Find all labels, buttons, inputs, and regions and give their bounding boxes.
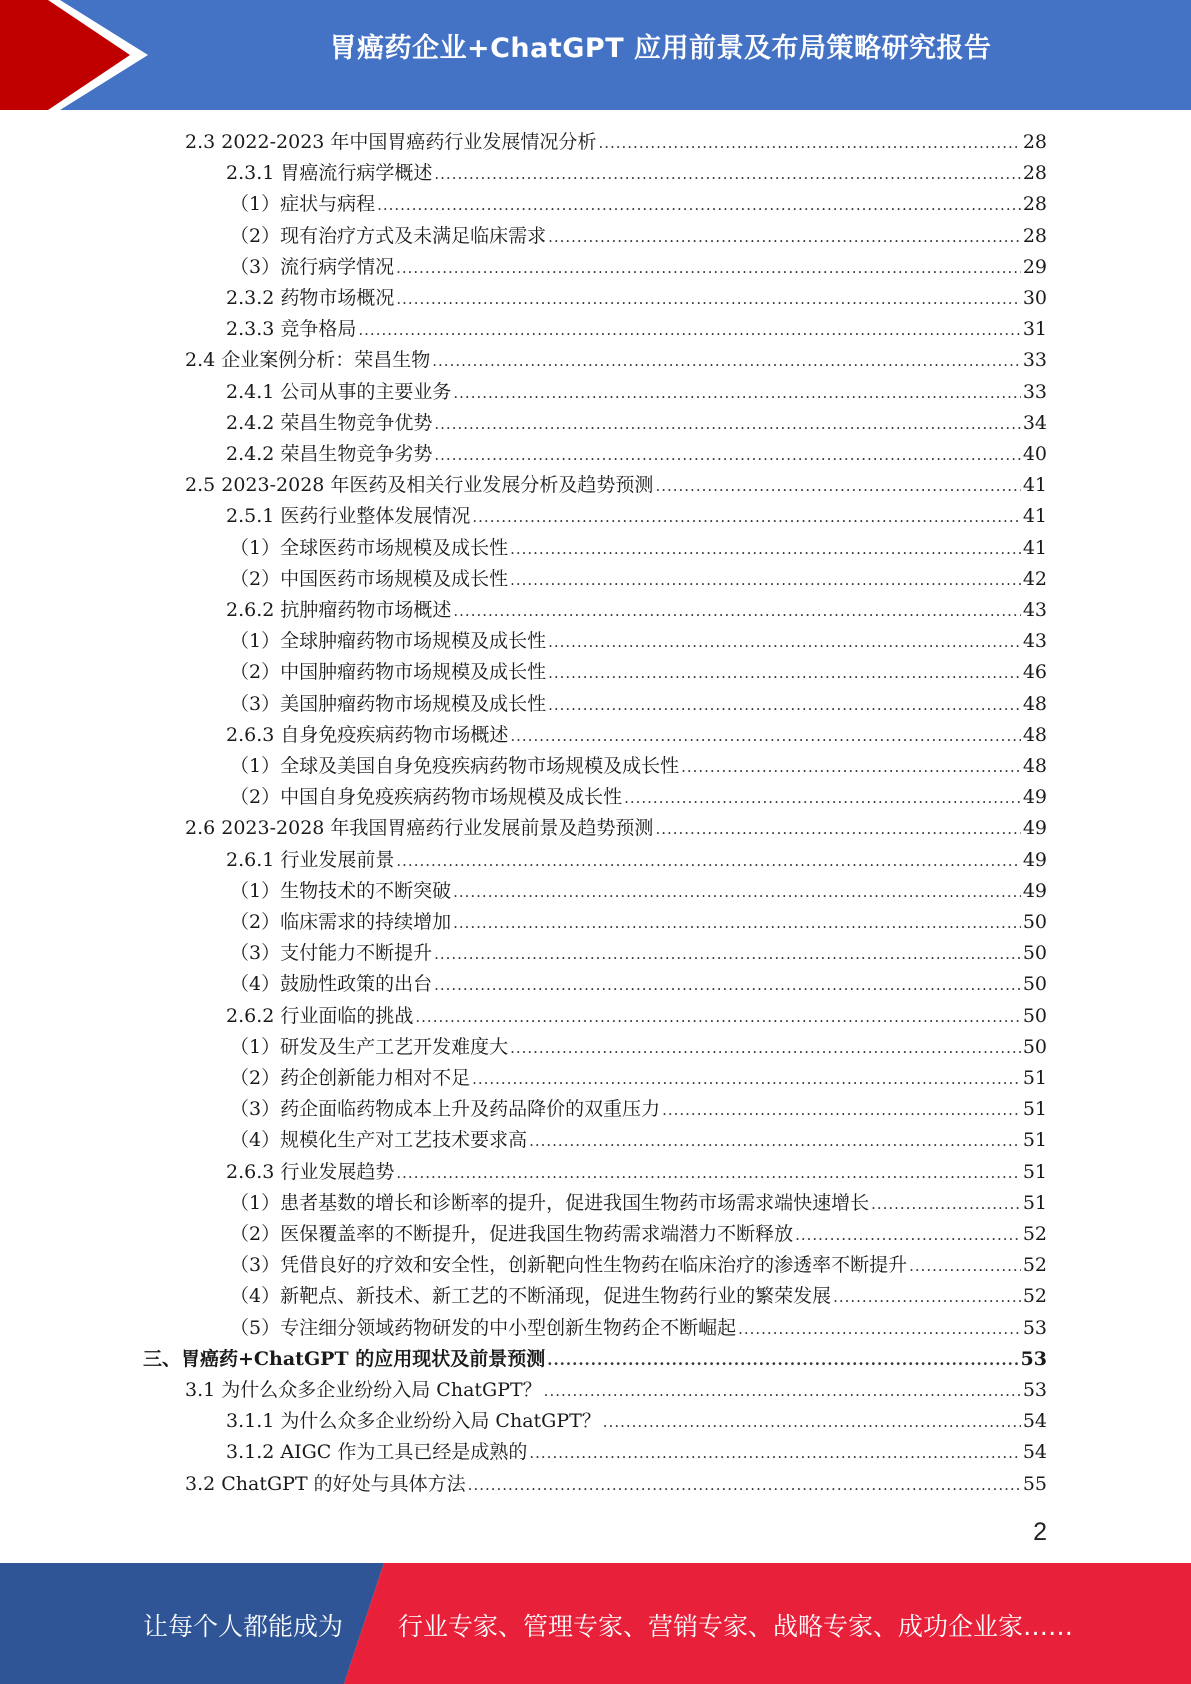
toc-entry-page: 29 (1022, 255, 1047, 278)
toc-entry-page: 54 (1022, 1410, 1047, 1433)
toc-dot-leader (598, 128, 1020, 159)
toc-entry-page: 54 (1022, 1441, 1047, 1464)
toc-entry[interactable] (226, 845, 1047, 876)
toc-dot-leader (396, 253, 1021, 284)
toc-entry[interactable] (230, 1281, 1047, 1312)
toc-entry[interactable] (230, 1063, 1047, 1094)
toc-entry[interactable] (185, 345, 1047, 376)
toc-dot-leader (377, 190, 1021, 221)
toc-entry[interactable] (230, 751, 1047, 782)
toc-entry-page: 49 (1022, 817, 1047, 840)
toc-entry-page: 50 (1022, 973, 1047, 996)
toc-entry-label: （1）症状与病程 (230, 193, 376, 216)
toc-entry[interactable] (230, 626, 1047, 657)
toc-entry-label: （2）临床需求的持续增加 (230, 911, 452, 933)
toc-dot-leader (909, 1251, 1021, 1282)
toc-entry-label: （1）生物技术的不断突破 (230, 879, 452, 902)
toc-entry-label: （2）中国肿瘤药物市场规模及成长性 (230, 661, 547, 684)
toc-entry[interactable] (230, 221, 1047, 252)
toc-dot-leader (434, 440, 1020, 471)
toc-entry-page: 53 (1022, 1316, 1047, 1339)
toc-dot-leader (624, 783, 1021, 814)
toc-dot-leader (510, 1033, 1021, 1064)
toc-dot-leader (434, 159, 1020, 190)
toc-entry[interactable] (226, 439, 1047, 470)
toc-entry-page: 51 (1022, 1191, 1047, 1214)
toc-entry-label: 2.4.1 公司从事的主要业务 (226, 380, 452, 403)
toc-entry-label: 2.6.1 行业发展前景 (226, 848, 395, 871)
toc-entry[interactable] (226, 377, 1047, 408)
toc-entry-label: （4）新靶点、新技术、新工艺的不断涌现，促进生物药行业的繁荣发展 (230, 1285, 832, 1308)
toc-dot-leader (655, 814, 1020, 845)
toc-dot-leader (432, 346, 1021, 377)
toc-entry[interactable] (230, 1313, 1047, 1344)
toc-dot-leader (548, 222, 1021, 253)
toc-entry[interactable] (185, 127, 1047, 158)
toc-entry-page: 41 (1022, 505, 1047, 528)
report-title: 胃癌药企业+ChatGPT 应用前景及布局策略研究报告 (329, 33, 992, 64)
toc-entry-label: 2.6.3 自身免疫疾病药物市场概述 (226, 723, 509, 746)
toc-dot-leader (510, 721, 1020, 752)
toc-entry-page: 28 (1022, 224, 1047, 247)
toc-dot-leader (434, 409, 1020, 440)
toc-dot-leader (681, 752, 1021, 783)
toc-entry[interactable] (143, 1344, 1047, 1375)
toc-entry-label: （2）现有治疗方式及未满足临床需求 (230, 224, 547, 247)
toc-entry-label: 2.6 2023-2028 年我国胃癌药行业发展前景及趋势预测 (185, 817, 654, 840)
toc-dot-leader (415, 1002, 1020, 1033)
toc-dot-leader (434, 939, 1021, 970)
toc-entry[interactable] (230, 938, 1047, 969)
toc-dot-leader (468, 1470, 1021, 1501)
toc-entry-label: （2）医保覆盖率的不断提升，促进我国生物药需求端潜力不断释放 (230, 1223, 794, 1245)
toc-entry-label: （2）中国自身免疫疾病药物市场规模及成长性 (230, 786, 623, 809)
toc-entry-page: 43 (1022, 630, 1047, 653)
toc-dot-leader (472, 1064, 1021, 1095)
toc-entry-label: （3）流行病学情况 (230, 255, 395, 278)
toc-entry[interactable] (226, 408, 1047, 439)
toc-dot-leader (453, 378, 1020, 409)
toc-dot-leader (396, 846, 1020, 877)
toc-entry-label: （3）美国肿瘤药物市场规模及成长性 (230, 692, 547, 715)
toc-dot-leader (529, 1126, 1021, 1157)
toc-entry-page: 49 (1022, 786, 1047, 809)
toc-entry-page: 41 (1022, 474, 1047, 497)
toc-dot-leader (833, 1282, 1021, 1313)
toc-dot-leader (453, 908, 1021, 939)
toc-entry-label: （1）全球及美国自身免疫疾病药物市场规模及成长性 (230, 755, 680, 777)
toc-entry-page: 51 (1022, 1067, 1047, 1089)
toc-entry[interactable] (226, 1001, 1047, 1032)
toc-dot-leader (510, 565, 1021, 596)
toc-entry[interactable] (230, 969, 1047, 1000)
toc-entry-label: 三、胃癌药+ChatGPT 的应用现状及前景预测 (143, 1347, 546, 1370)
toc-entry-page: 48 (1022, 723, 1047, 746)
toc-dot-leader (795, 1220, 1021, 1251)
page-number: 2 (1033, 1518, 1047, 1546)
toc-entry[interactable] (230, 189, 1047, 220)
toc-entry-label: （2）中国医药市场规模及成长性 (230, 567, 509, 590)
toc-entry-page: 53 (1022, 1379, 1047, 1401)
toc-entry-label: （1）全球医药市场规模及成长性 (230, 536, 509, 559)
toc-entry[interactable] (185, 470, 1047, 501)
toc-entry-label: （1）患者基数的增长和诊断率的提升，促进我国生物药市场需求端快速增长 (230, 1191, 870, 1214)
toc-entry[interactable] (230, 533, 1047, 564)
toc-entry[interactable] (230, 689, 1047, 720)
toc-dot-leader (548, 690, 1021, 721)
toc-entry-page: 50 (1022, 942, 1047, 965)
toc-entry-label: 2.4 企业案例分析：荣昌生物 (185, 349, 431, 372)
header-band (0, 0, 1191, 110)
toc-entry-page: 52 (1022, 1223, 1047, 1245)
toc-entry-label: （3）凭借良好的疗效和安全性，创新靶向性生物药在临床治疗的渗透率不断提升 (230, 1254, 908, 1277)
toc-entry-page: 51 (1022, 1098, 1047, 1121)
toc-entry-page: 50 (1022, 911, 1047, 933)
toc-entry[interactable] (185, 1375, 1047, 1406)
toc-entry-label: 3.1.1 为什么众多企业纷纷入局 ChatGPT？ (226, 1410, 601, 1433)
toc-entry[interactable] (185, 813, 1047, 844)
toc-dot-leader (453, 877, 1021, 908)
toc-entry-page: 49 (1022, 879, 1047, 902)
toc-entry-page: 52 (1022, 1285, 1047, 1308)
toc-entry-page: 48 (1022, 692, 1047, 715)
toc-entry-page: 34 (1022, 411, 1047, 434)
toc-dot-leader (603, 1407, 1021, 1438)
toc-entry-label: （4）鼓励性政策的出台 (230, 973, 433, 996)
toc-dot-leader (655, 471, 1020, 502)
toc-entry-page: 48 (1022, 755, 1047, 777)
toc-entry-page: 31 (1022, 318, 1047, 341)
toc-entry-label: 2.5.1 医药行业整体发展情况 (226, 505, 471, 528)
toc-dot-leader (529, 1438, 1020, 1469)
toc-entry-page: 41 (1022, 536, 1047, 559)
toc-entry[interactable] (226, 720, 1047, 751)
toc-entry[interactable] (230, 564, 1047, 595)
toc-entry-label: 2.6.2 抗肿瘤药物市场概述 (226, 599, 452, 621)
toc-entry-page: 53 (1020, 1347, 1047, 1370)
toc-entry-label: 2.3 2022-2023 年中国胃癌药行业发展情况分析 (185, 131, 597, 153)
toc-entry-label: 2.6.2 行业面临的挑战 (226, 1004, 414, 1027)
toc-entry-label: 2.4.2 荣昌生物竞争优势 (226, 411, 433, 434)
toc-entry[interactable] (230, 657, 1047, 688)
toc-entry[interactable] (230, 1219, 1047, 1250)
toc-entry-page: 52 (1022, 1254, 1047, 1277)
toc-entry-label: 3.1 为什么众多企业纷纷入局 ChatGPT？ (185, 1379, 542, 1401)
toc-entry-page: 43 (1022, 599, 1047, 621)
toc-entry-page: 50 (1022, 1004, 1047, 1027)
toc-dot-leader (358, 315, 1020, 346)
toc-entry[interactable] (230, 1125, 1047, 1156)
toc-dot-leader (662, 1095, 1021, 1126)
toc-entry[interactable] (230, 782, 1047, 813)
toc-entry-page: 50 (1022, 1035, 1047, 1058)
toc-entry-page: 33 (1022, 380, 1047, 403)
toc-dot-leader (738, 1314, 1021, 1345)
toc-entry-label: （1）研发及生产工艺开发难度大 (230, 1035, 509, 1058)
toc-entry-page: 40 (1022, 443, 1047, 465)
toc-entry[interactable] (230, 907, 1047, 938)
toc-entry-label: （2）药企创新能力相对不足 (230, 1067, 471, 1089)
toc-dot-leader (434, 970, 1021, 1001)
toc-entry-label: 3.1.2 AIGC 作为工具已经是成熟的 (226, 1441, 528, 1464)
toc-entry[interactable] (226, 314, 1047, 345)
toc-entry-page: 30 (1022, 287, 1047, 309)
toc-entry-page: 46 (1022, 661, 1047, 684)
toc-entry-label: 2.3.1 胃癌流行病学概述 (226, 162, 433, 185)
footer-slogan-left: 让每个人都能成为 (143, 1612, 344, 1641)
toc-dot-leader (396, 1158, 1020, 1189)
toc-dot-leader (871, 1189, 1021, 1220)
toc-entry[interactable] (230, 1032, 1047, 1063)
toc-dot-leader (547, 1345, 1018, 1376)
toc-entry-label: 2.6.3 行业发展趋势 (226, 1160, 395, 1183)
toc-entry-label: 2.3.3 竞争格局 (226, 318, 357, 341)
toc-entry-label: （3）支付能力不断提升 (230, 942, 433, 965)
toc-entry-page: 49 (1022, 848, 1047, 871)
toc-entry[interactable] (226, 595, 1047, 626)
toc-entry-page: 42 (1022, 567, 1047, 590)
toc-entry[interactable] (230, 1250, 1047, 1281)
toc-entry[interactable] (226, 1406, 1047, 1437)
toc-entry-label: 3.2 ChatGPT 的好处与具体方法 (185, 1472, 466, 1495)
toc-entry-label: （4）规模化生产对工艺技术要求高 (230, 1129, 528, 1152)
toc-entry-page: 51 (1022, 1160, 1047, 1183)
toc-entry[interactable] (185, 1469, 1047, 1500)
footer-slogan-right: 行业专家、管理专家、营销专家、战略专家、成功企业家…… (398, 1612, 1074, 1641)
toc-entry-page: 28 (1022, 162, 1047, 185)
toc-entry-label: 2.3.2 药物市场概况 (226, 287, 395, 309)
toc-entry[interactable] (230, 252, 1047, 283)
toc-entry-label: 2.5 2023-2028 年医药及相关行业发展分析及趋势预测 (185, 474, 654, 497)
toc-dot-leader (472, 502, 1020, 533)
footer-band (0, 1563, 1191, 1684)
chevron-arrow-icon (0, 0, 160, 110)
toc-entry[interactable] (226, 158, 1047, 189)
toc-entry[interactable] (226, 1157, 1047, 1188)
toc-entry-page: 33 (1022, 349, 1047, 372)
toc-entry-page: 51 (1022, 1129, 1047, 1152)
toc-dot-leader (548, 627, 1021, 658)
toc-entry-label: （1）全球肿瘤药物市场规模及成长性 (230, 630, 547, 653)
toc-entry[interactable] (230, 1188, 1047, 1219)
toc-entry-label: （3）药企面临药物成本上升及药品降价的双重压力 (230, 1098, 661, 1121)
toc-entry[interactable] (226, 283, 1047, 314)
toc-dot-leader (453, 596, 1020, 627)
toc-dot-leader (544, 1376, 1021, 1407)
toc-entry[interactable] (226, 501, 1047, 532)
toc-entry-label: （5）专注细分领域药物研发的中小型创新生物药企不断崛起 (230, 1316, 737, 1339)
toc-entry-page: 28 (1022, 131, 1047, 153)
toc-entry[interactable] (226, 1437, 1047, 1468)
toc-entry-label: 2.4.2 荣昌生物竞争劣势 (226, 443, 433, 465)
toc-dot-leader (510, 534, 1021, 565)
toc-dot-leader (396, 284, 1020, 315)
toc-entry[interactable] (230, 876, 1047, 907)
toc-dot-leader (548, 658, 1021, 689)
toc-entry[interactable] (230, 1094, 1047, 1125)
toc-entry-page: 55 (1022, 1472, 1047, 1495)
toc-entry-page: 28 (1022, 193, 1047, 216)
